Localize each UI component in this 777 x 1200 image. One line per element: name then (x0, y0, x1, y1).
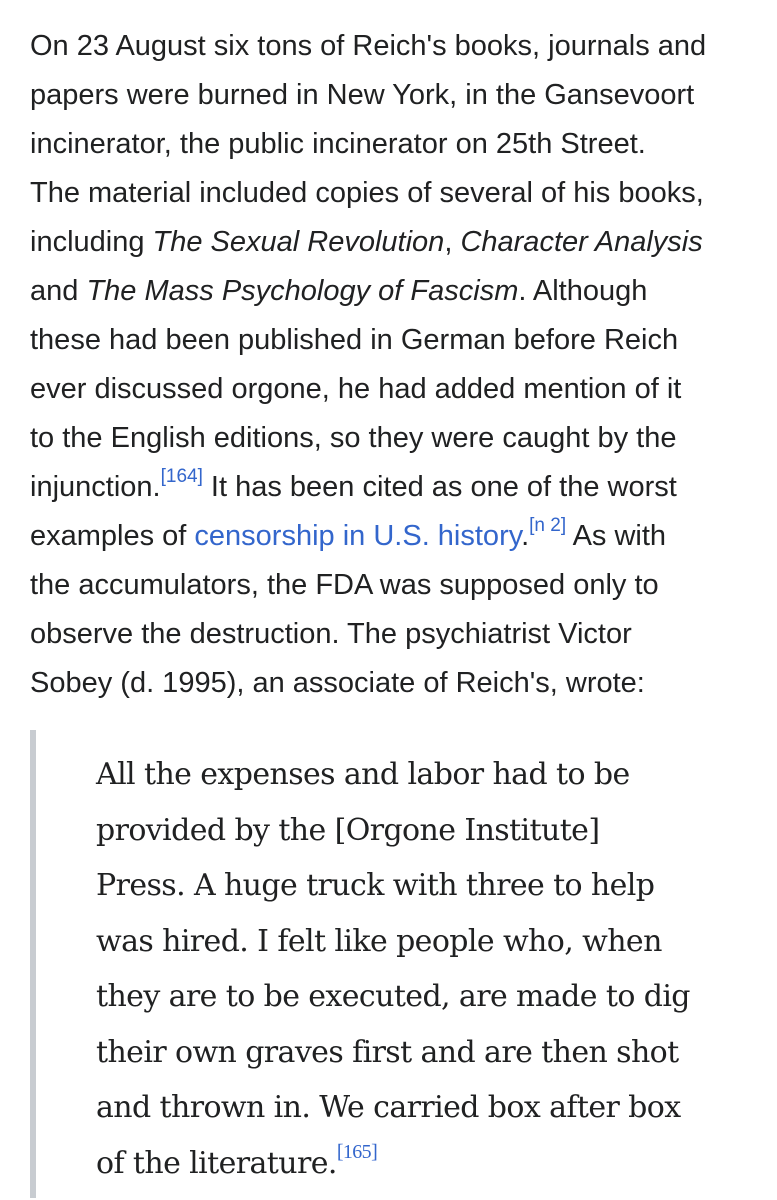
paragraph-text-2: . Although these had been published in German before Reich ever discussed orgone, he had added mention of it to the English editions, so they were caught by the injunction. (30, 275, 682, 503)
blockquote (30, 730, 750, 1198)
separator: and (30, 275, 79, 307)
quote-body: All the expenses and labor had to be provided by the [Orgone Institute] Press. A huge truck with three to help was hired. I felt like people who, when they are to be executed, are made to dig their own graves first and are then shot and thrown in. We carried box after box of the literature. (96, 757, 690, 1181)
paragraph-text-5: As with the accumulators, the FDA was supposed only to observe the destruction. The psychiatrist Victor Sobey (d. 1995), an associate of Reich's, wrote: (30, 520, 667, 699)
article-paragraph (30, 22, 760, 708)
book-title-sexual-revolution: The Sexual Revolution (152, 226, 445, 258)
book-title-character-analysis: Character Analysis (460, 226, 703, 258)
book-title-mass-psychology: The Mass Psychology of Fascism (86, 275, 519, 307)
paragraph-text-3: It has been cited as one of the worst examples of (30, 471, 677, 552)
paragraph-text-1: On 23 August six tons of Reich's books, journals and papers were burned in New York, in the Gansevoort incinerator, the public incinerator on 25th Street. The material included copies of several of his books, including (30, 30, 707, 258)
citation-164-link[interactable]: [164] (160, 466, 203, 488)
note-n2-link[interactable]: [n 2] (529, 515, 567, 537)
paragraph-text-4: . (521, 520, 530, 552)
separator: , (444, 226, 461, 258)
quote-text (96, 747, 736, 1191)
article-body (30, 22, 760, 708)
censorship-link[interactable]: censorship in U.S. history (194, 520, 522, 552)
citation-165-link[interactable]: [165] (336, 1140, 378, 1163)
